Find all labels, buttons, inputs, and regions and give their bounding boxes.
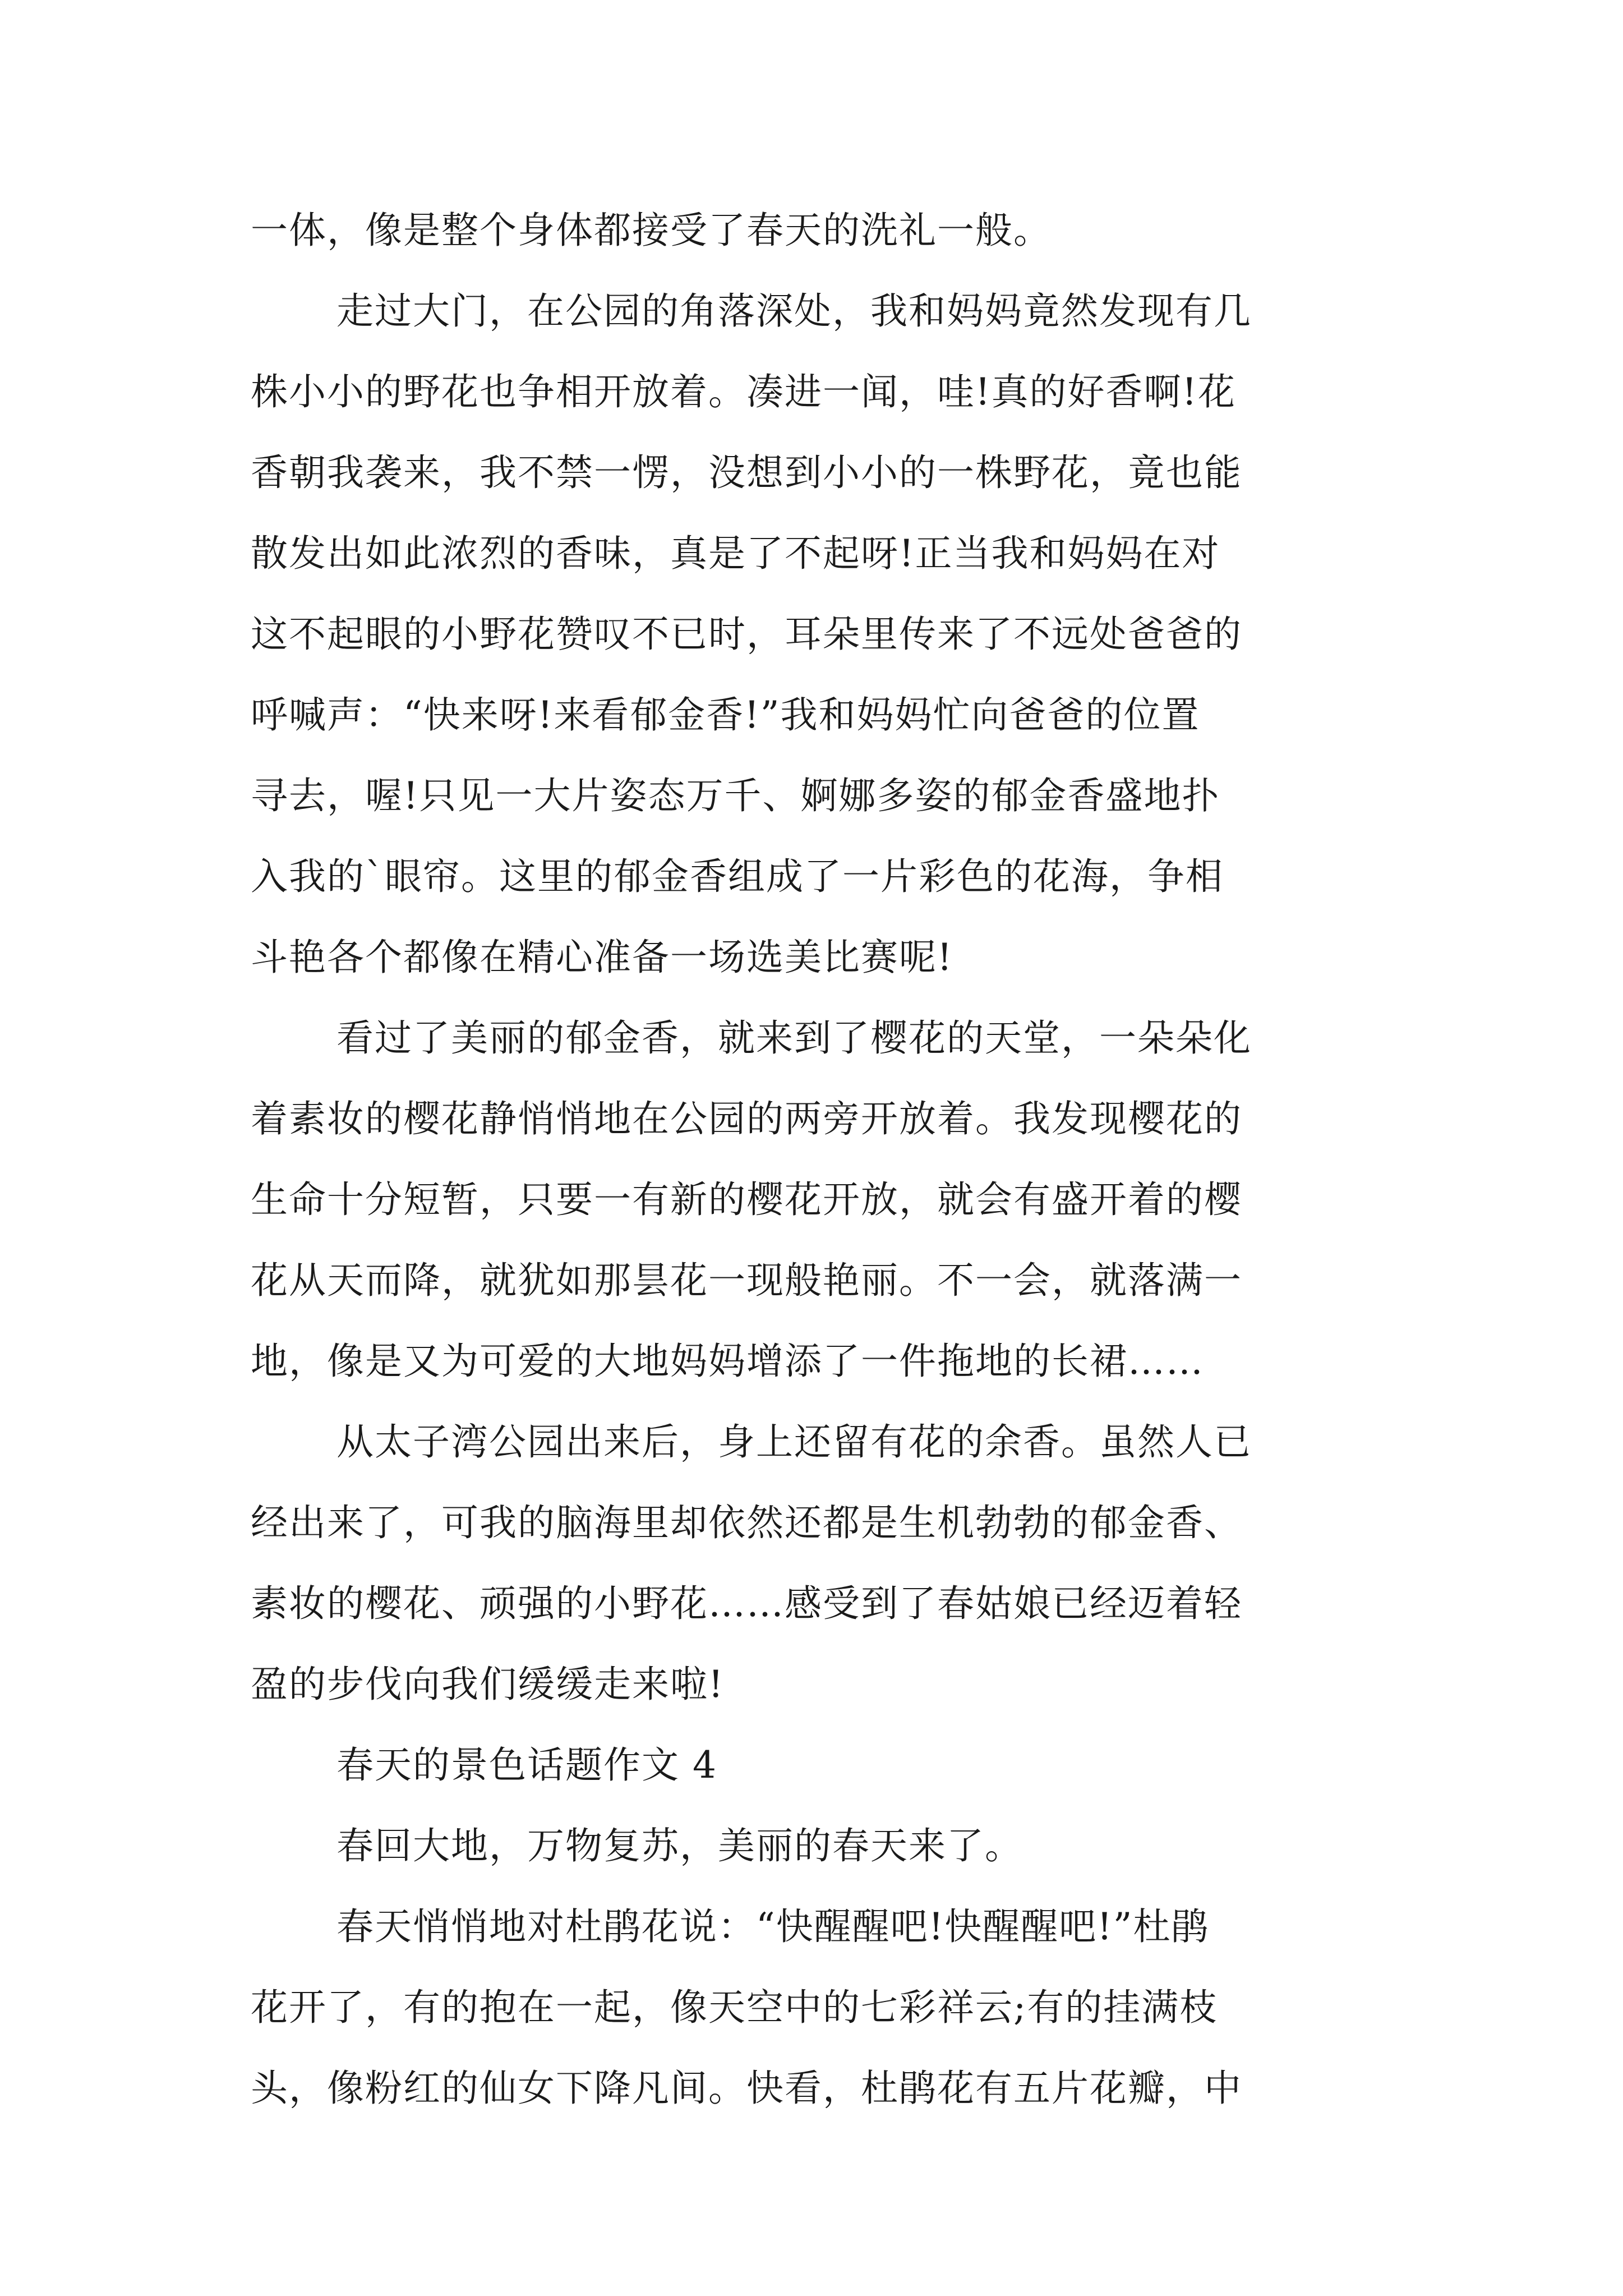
text-line: 素妆的樱花、顽强的小野花……感受到了春姑娘已经迈着轻 bbox=[251, 1582, 1242, 1625]
text-line: 地，像是又为可爱的大地妈妈增添了一件拖地的长裙…… bbox=[251, 1340, 1204, 1383]
paragraph-start: 从太子湾公园出来后，身上还留有花的余香。虽然人已 bbox=[336, 1420, 1252, 1464]
paragraph-start: 春天悄悄地对杜鹃花说：“快醒醒吧!快醒醒吧!”杜鹃 bbox=[336, 1905, 1210, 1948]
paragraph-start: 春回大地，万物复苏，美丽的春天来了。 bbox=[336, 1824, 1023, 1867]
text-line: 呼喊声：“快来呀!来看郁金香!”我和妈妈忙向爸爸的位置 bbox=[251, 693, 1200, 737]
text-line: 入我的`眼帘。这里的郁金香组成了一片彩色的花海，争相 bbox=[251, 855, 1224, 898]
text-line: 一体，像是整个身体都接受了春天的洗礼一般。 bbox=[251, 209, 1052, 252]
text-line: 这不起眼的小野花赞叹不已时，耳朵里传来了不远处爸爸的 bbox=[251, 613, 1242, 656]
text-line: 生命十分短暂，只要一有新的樱花开放，就会有盛开着的樱 bbox=[251, 1178, 1242, 1221]
text-line: 斗艳各个都像在精心准备一场选美比赛呢! bbox=[251, 936, 953, 979]
section-title: 春天的景色话题作文 4 bbox=[336, 1743, 717, 1787]
text-line: 散发出如此浓烈的香味，真是了不起呀!正当我和妈妈在对 bbox=[251, 532, 1220, 575]
text-line: 着素妆的樱花静悄悄地在公园的两旁开放着。我发现樱花的 bbox=[251, 1097, 1242, 1140]
paragraph-start: 走过大门，在公园的角落深处，我和妈妈竟然发现有几 bbox=[336, 289, 1252, 333]
text-line: 株小小的野花也争相开放着。凑进一闻，哇!真的好香啊!花 bbox=[251, 370, 1237, 413]
text-line: 头，像粉红的仙女下降凡间。快看，杜鹃花有五片花瓣，中 bbox=[251, 2067, 1242, 2110]
text-line: 花开了，有的抱在一起，像天空中的七彩祥云;有的挂满枝 bbox=[251, 1986, 1218, 2029]
text-line: 花从天而降，就犹如那昙花一现般艳丽。不一会，就落满一 bbox=[251, 1259, 1242, 1302]
text-line: 香朝我袭来，我不禁一愣，没想到小小的一株野花，竟也能 bbox=[251, 451, 1242, 494]
text-line: 寻去，喔!只见一大片姿态万千、婀娜多姿的郁金香盛地扑 bbox=[251, 774, 1220, 817]
text-line: 经出来了，可我的脑海里却依然还都是生机勃勃的郁金香、 bbox=[251, 1501, 1242, 1544]
text-line: 盈的步伐向我们缓缓走来啦! bbox=[251, 1663, 725, 1706]
paragraph-start: 看过了美丽的郁金香，就来到了樱花的天堂，一朵朵化 bbox=[336, 1016, 1252, 1060]
